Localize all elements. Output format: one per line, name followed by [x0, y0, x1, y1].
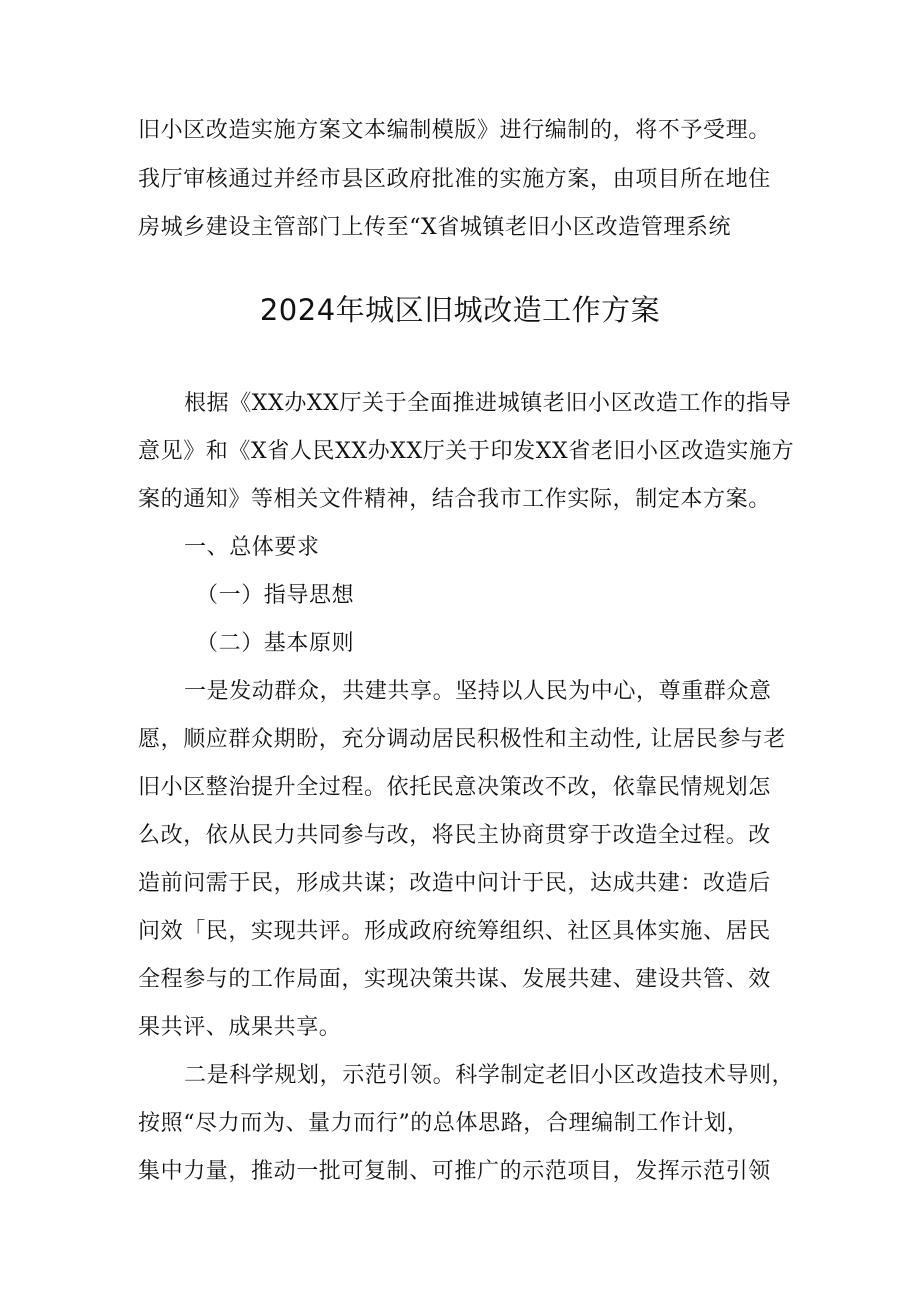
body-text-line: 集中力量，推动一批可复制、可推广的示范项目，发挥示范引领: [138, 1159, 771, 1184]
body-text-line: 愿，顺应群众期盼，充分调动居民积极性和主动性, 让居民参与老: [138, 727, 786, 752]
body-text-line: 一是发动群众，共建共享。坚持以人民为中心，尊重群众意: [184, 679, 772, 704]
body-text-line: 案的通知》等相关文件精神，结合我市工作实际，制定本方案。: [138, 487, 771, 512]
body-text-line: 旧小区整治提升全过程。依托民意决策改不改，依靠民情规划怎: [138, 775, 771, 800]
body-text-line: 么改，依从民力共同参与改，将民主协商贯穿于改造全过程。改: [138, 823, 771, 848]
subsection-heading: （二）基本原则: [196, 631, 355, 656]
body-text-line: 问效「民，实现共评。形成政府统筹组织、社区具体实施、居民: [138, 919, 771, 944]
body-text-line: 意见》和《X省人民XX办XX厅关于印发XX省老旧小区改造实施方: [138, 439, 795, 464]
section-heading: 一、总体要求: [184, 535, 320, 560]
body-text-line: 按照“尽力而为、量力而行”的总体思路，合理编制工作计划，: [138, 1111, 750, 1136]
body-text-line: 根据《XX办XX厅关于全面推进城镇老旧小区改造工作的指导: [184, 391, 792, 416]
body-text-line: 造前问需于民，形成共谋；改造中问计于民，达成共建：改造后: [138, 871, 771, 896]
body-text-line: 全程参与的工作局面，实现决策共谋、发展共建、建设共管、效: [138, 967, 771, 992]
document-title: 2024年城区旧城改造工作方案: [259, 293, 661, 327]
body-text-line: 我厅审核通过并经市县区政府批准的实施方案，由项目所在地住: [138, 167, 771, 192]
body-text-line: 二是科学规划，示范引领。科学制定老旧小区改造技术导则，: [184, 1063, 795, 1088]
subsection-heading: （一）指导思想: [196, 583, 355, 608]
body-text-line: 果共评、成果共享。: [138, 1015, 342, 1040]
body-text-line: 旧小区改造实施方案文本编制模版》进行编制的，将不予受理。: [138, 118, 771, 143]
body-text-line: 房城乡建设主管部门上传至“X省城镇老旧小区改造管理系统: [138, 215, 732, 240]
